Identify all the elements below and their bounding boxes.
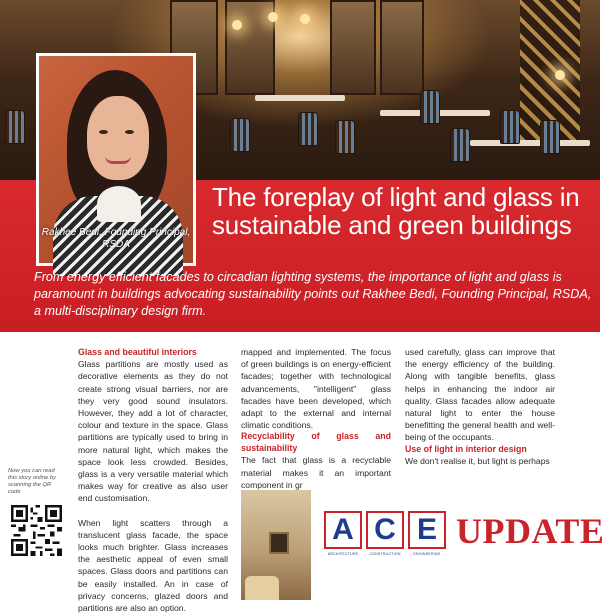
wall-panel (380, 0, 424, 95)
author-portrait (39, 56, 193, 263)
qr-code-icon[interactable] (9, 503, 64, 558)
body-paragraph: mapped and implemented. The focus of green buildings is on energy-efficient facades; together with technological advancements, "intelligent" glass facades have been developed, which adapt to the external and internal climatic conditions. (241, 347, 391, 431)
dining-chair (5, 110, 25, 144)
decorative-lattice (520, 0, 580, 140)
article-column-2-lower (241, 430, 391, 491)
logo-sublabel: ARCHITECTURE (327, 552, 359, 556)
article-column-1 (78, 346, 228, 614)
body-paragraph: Glass partitions are mostly used as decorative elements as they do not create strong visual barriers, nor are they very good sound insulators. However, they add a lot of character, colour and texture in the space. Glass partitions are typically used to bring in more natural light, which makes the space look less crowded. Besides, glass is a very versatile material which makes way for creative as also user end customisation. (78, 359, 228, 504)
article-standfirst: From energy efficient facades to circadian lighting systems, the importance of light and glass is paramount in buildings advocating sustainability points out Rakhee Bedi, Founding Principal, RSDA, a multi-disciplinary design firm. (34, 270, 592, 318)
ceiling-lamp (300, 14, 310, 24)
body-paragraph: used carefully, glass can improve that the energy efficiency of the building. Along with tangible benefits, glass helps in enhancing the indoor air quality. Glass facades allow adequate natural light to enter the house benefitting the general health and well-being of the occupants. (405, 347, 555, 443)
dining-table (255, 95, 345, 101)
subhead-glass-interiors: Glass and beautiful interiors (78, 347, 197, 357)
subhead-light-interior: Use of light in interior design (405, 444, 527, 454)
article-column-3 (405, 346, 555, 444)
logo-update-word: UPDATE (456, 511, 604, 551)
logo-letter-c: C (366, 511, 404, 549)
wall-panel (330, 0, 376, 95)
article-headline: The foreplay of light and glass in sustainable and green buildings (212, 182, 580, 240)
logo-sublabel: ENGINEERING (413, 552, 441, 556)
qr-note: Now you can read this story online by scanning the QR code (8, 468, 57, 495)
portrait-bow (97, 186, 141, 222)
dining-table (470, 140, 590, 146)
article-column-3-lower (405, 443, 555, 467)
logo-letter-a: A (324, 511, 362, 549)
lamp-base (245, 576, 279, 600)
dining-chair (540, 120, 560, 154)
portrait-caption: Rakhee Bedi, Founding Principal, RSDA (41, 227, 191, 250)
ceiling-lamp (232, 20, 242, 30)
dining-chair (500, 110, 520, 144)
body-paragraph: The fact that glass is a recyclable material makes it an important component in gr (241, 455, 391, 490)
portrait-smile (105, 156, 131, 164)
portrait-eye (125, 130, 134, 134)
dining-chair (230, 118, 250, 152)
qr-code-graphic (11, 505, 62, 556)
ceiling-lamp (555, 70, 565, 80)
portrait-eye (99, 130, 108, 134)
ace-update-logo (324, 511, 604, 561)
dining-chair (335, 120, 355, 154)
dining-chair (420, 90, 440, 124)
article-column-2 (241, 346, 391, 431)
subhead-recyclability: Recyclability of glass and sustainability (241, 431, 391, 454)
ceiling-lamp (268, 12, 278, 22)
inset-interior-photo (241, 490, 311, 600)
dining-chair (298, 112, 318, 146)
body-paragraph: We don't realise it, but light is perhaps (405, 456, 550, 467)
body-paragraph: When light scatters through a translucent glass facade, the space looks much brighter. Glass increases the aesthetic appeal of even small spaces. Glass doors and partitions can be easily installed. An in case of privacy concerns, glazed doors and partitions are also an option. (78, 517, 228, 614)
wall-frame (269, 532, 289, 554)
portrait-face (87, 96, 149, 180)
logo-letter-e: E (408, 511, 446, 549)
author-portrait-frame (36, 53, 196, 266)
dining-chair (450, 128, 470, 162)
logo-sublabel: CONSTRUCTION (369, 552, 401, 556)
